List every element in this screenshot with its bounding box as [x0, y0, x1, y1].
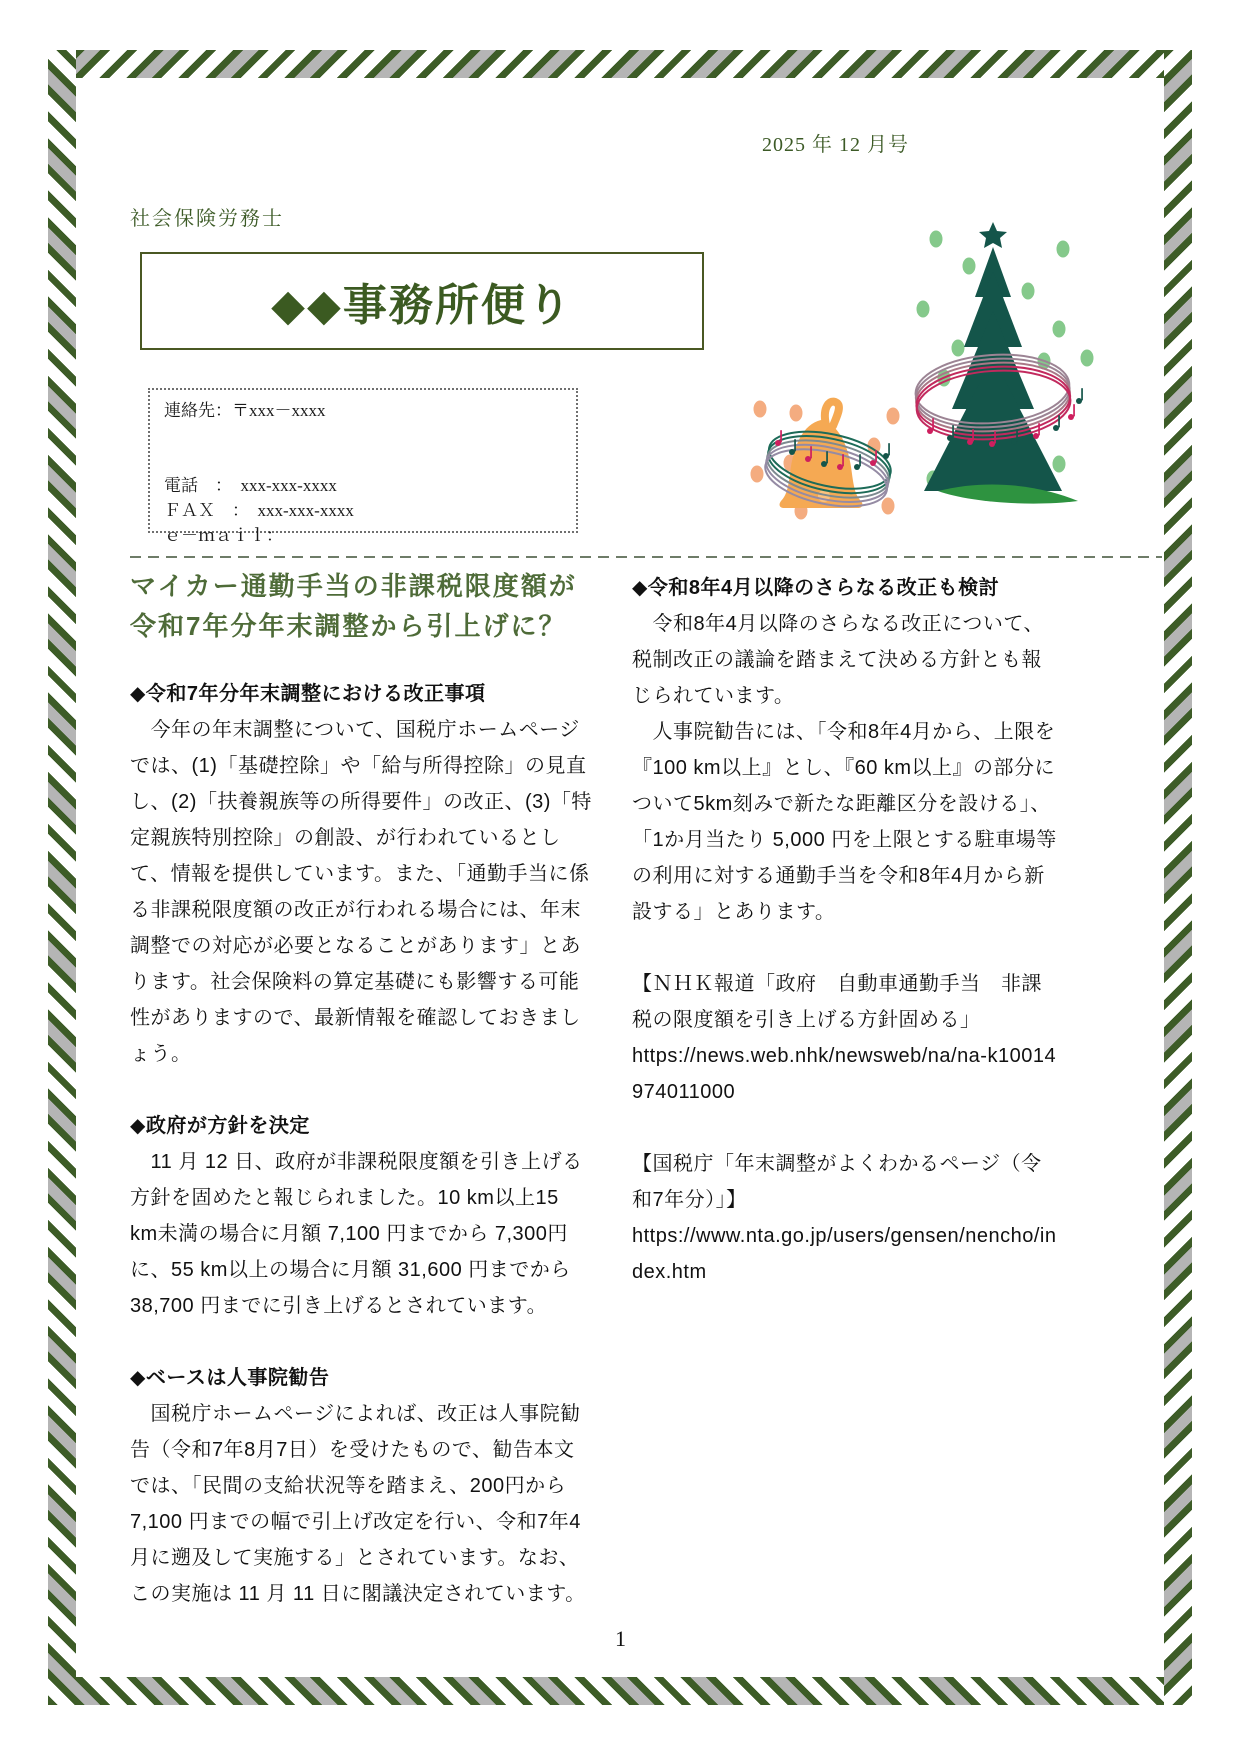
contact-fax: ＦＡＸ ： xxx-xxx-xxxx: [164, 501, 354, 520]
newsletter-title: ◆◆事務所便り: [271, 281, 573, 330]
headline-line-2: 令和7年分年末調整から引上げに？: [130, 611, 567, 641]
page-border-left: [48, 50, 76, 1705]
star-icon: [979, 222, 1007, 248]
profession-label: 社会保険労務士: [130, 208, 284, 230]
paragraph: 今年の年末調整について、国税庁ホームページでは、(1)「基礎控除」や「給与所得控除」の見直し、(2)「扶養親族等の所得要件」の改正、(3)「特定親族特別控除」の創設、が行われているとして、情報を提供しています。また、「通勤手当に係る非課税限度額の改正が行われる場合には、年末調整での対応が必要となることがあります」とあります。社会保険料の算定基礎にも影響する可能性がありますので、最新情報を確認しておきましょう。: [130, 719, 592, 1065]
issue-date: 2025 年 12 月号: [762, 134, 909, 156]
contact-address: 連絡先：〒xxx－xxxx: [164, 401, 326, 420]
page-number: 1: [615, 1626, 626, 1651]
section-heading: ◆令和8年4月以降のさらなる改正も検討: [632, 577, 1000, 599]
contact-box: [148, 388, 578, 545]
section-heading: ◆政府が方針を決定: [130, 1115, 310, 1137]
newsletter-title-box: [140, 252, 704, 350]
paragraph: 11 月 12 日、政府が非課税限度額を引き上げる方針を固めたと報じられました。10 km以上15 km未満の場合に月額 7,100 円までから 7,300円に、55 km以上の場合に月額 31,600 円までから 38,700 円までに引き上げるとされています。: [130, 1151, 583, 1317]
page-border-top: [48, 50, 1192, 78]
paragraph: 人事院勧告には、「令和8年4月から、上限を『100 km以上』とし、『60 km以上』の部分について5km刻みで新たな距離区分を設ける」、「1か月当たり 5,000 円を上限とする駐車場等の利用に対する通勤手当を令和8年4月から新設する」とあります。: [632, 721, 1057, 923]
article-left-column: [130, 676, 592, 1612]
reference-title: 【ＮＨＫ報道「政府 自動車通勤手当 非課税の限度額を引き上げる方針固める」: [632, 973, 1042, 1031]
article-right-column: [632, 570, 1060, 1290]
paragraph: 令和8年4月以降のさらなる改正について、税制改正の議論を踏まえて決める方針とも報じられています。: [632, 613, 1044, 707]
christmas-illustration: [690, 195, 1110, 525]
paragraph: 国税庁ホームページによれば、改正は人事院勧告（令和7年8月7日）を受けたもので、勧告本文では、「民間の支給状況等を踏まえ、200円から 7,100 円までの幅で引上げ改定を行い、令和7年4月に遡及して実施する」とされています。なお、この実施は 11 月 11 日に閣議決定されています。: [130, 1403, 586, 1605]
headline-line-1: マイカー通勤手当の非課税限度額が: [130, 571, 577, 601]
page-border-bottom: [48, 1677, 1192, 1705]
reference-url: https://news.web.nhk/newsweb/na/na-k10014974011000: [632, 1045, 1057, 1103]
contact-email: ｅ－ｍａｉｌ：: [164, 526, 283, 545]
section-heading: ◆ベースは人事院勧告: [130, 1367, 330, 1389]
dashed-separator-line: [130, 556, 1162, 558]
reference-url: https://www.nta.go.jp/users/gensen/nencho/index.htm: [632, 1225, 1057, 1283]
article-headline: [130, 566, 610, 646]
section-heading: ◆令和7年分年末調整における改正事項: [130, 683, 486, 705]
contact-phone: 電話 ： xxx-xxx-xxxx: [164, 476, 337, 495]
reference-title: 【国税庁「年末調整がよくわかるページ（令和7年分）」】: [632, 1153, 1042, 1211]
page-border-right: [1164, 50, 1192, 1705]
